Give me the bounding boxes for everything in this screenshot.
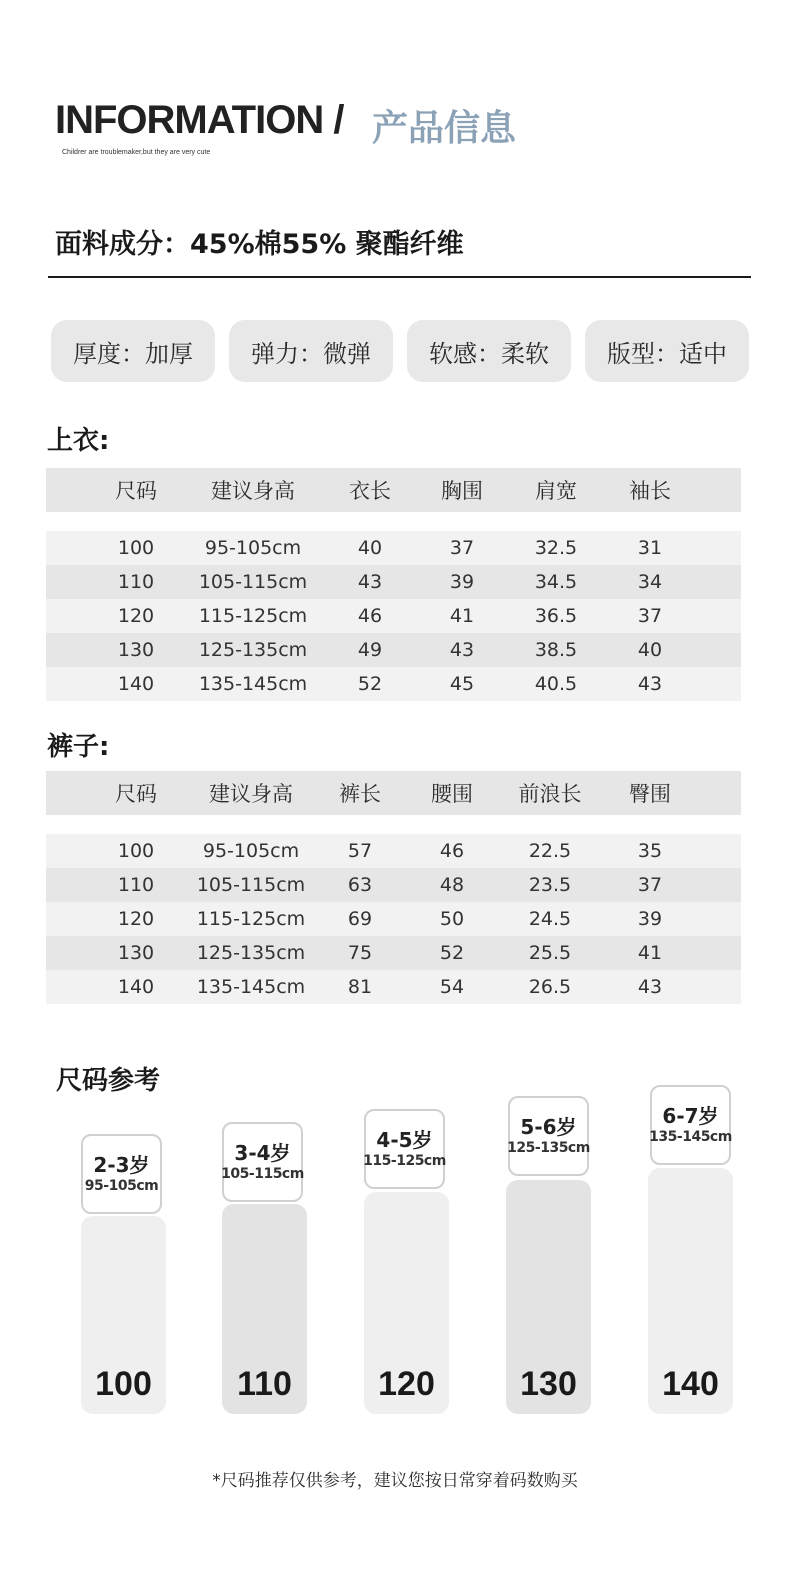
- size-bar-label: 110: [237, 1365, 292, 1403]
- attribute-thickness: 厚度：加厚: [51, 320, 215, 382]
- table-cell: 43: [637, 673, 663, 695]
- table-cell: 23.5: [528, 874, 572, 896]
- table-row: [46, 834, 741, 868]
- header-cell: 肩宽: [535, 479, 577, 503]
- size-card: [222, 1122, 303, 1202]
- size-card-age: 5-6岁: [520, 1115, 577, 1139]
- table-cell: 95-105cm: [204, 537, 302, 559]
- top-table-header: [46, 468, 741, 512]
- attribute-elasticity: 弹力：微弹: [229, 320, 393, 382]
- table-cell: 135-145cm: [196, 976, 306, 998]
- subtitle: Childrer are troublemaker,but they are very cute: [62, 149, 211, 156]
- table-cell: 43: [449, 639, 475, 661]
- size-card-age: 3-4岁: [234, 1141, 291, 1165]
- table-row: [46, 667, 741, 701]
- size-bar-120: [364, 1192, 449, 1414]
- pants-section-title: 裤子:: [47, 732, 110, 762]
- table-cell: 57: [347, 840, 373, 862]
- header-cell: 袖长: [629, 479, 671, 503]
- table-cell: 40: [637, 639, 663, 661]
- size-card-age: 2-3岁: [93, 1153, 150, 1177]
- pants-table-header: [46, 771, 741, 815]
- table-cell: 105-115cm: [196, 874, 306, 896]
- size-card: [650, 1085, 731, 1165]
- attribute-softness: 软感：柔软: [407, 320, 571, 382]
- attribute-fit: 版型：适中: [585, 320, 749, 382]
- size-card: [81, 1134, 162, 1214]
- size-card-height: 95-105cm: [84, 1178, 159, 1194]
- table-cell: 105-115cm: [198, 571, 308, 593]
- table-cell: 125-135cm: [196, 942, 306, 964]
- header-cell: 尺码: [115, 782, 157, 806]
- table-cell: 37: [637, 874, 663, 896]
- table-row: [46, 868, 741, 902]
- table-cell: 63: [347, 874, 373, 896]
- table-cell: 39: [449, 571, 475, 593]
- divider: [48, 276, 751, 278]
- table-cell: 38.5: [534, 639, 578, 661]
- table-cell: 69: [347, 908, 373, 930]
- table-cell: 34: [637, 571, 663, 593]
- size-card-height: 125-135cm: [507, 1140, 590, 1156]
- table-cell: 36.5: [534, 605, 578, 627]
- size-bar-130: [506, 1180, 591, 1414]
- table-cell: 125-135cm: [198, 639, 308, 661]
- footnote: *尺码推荐仅供参考，建议您按日常穿着码数购买: [212, 1471, 578, 1491]
- table-cell: 43: [637, 976, 663, 998]
- table-cell: 32.5: [534, 537, 578, 559]
- header-cell: 建议身高: [211, 479, 295, 503]
- table-cell: 100: [117, 537, 155, 559]
- table-cell: 48: [439, 874, 465, 896]
- header-cell: 裤长: [339, 782, 381, 806]
- title-cn: 产品信息: [372, 108, 517, 149]
- table-cell: 120: [117, 908, 155, 930]
- table-row: [46, 902, 741, 936]
- size-card: [508, 1096, 589, 1176]
- table-cell: 50: [439, 908, 465, 930]
- table-cell: 81: [347, 976, 373, 998]
- table-cell: 140: [117, 976, 155, 998]
- table-cell: 37: [449, 537, 475, 559]
- table-cell: 41: [637, 942, 663, 964]
- header-cell: 腰围: [431, 782, 473, 806]
- table-cell: 34.5: [534, 571, 578, 593]
- size-card: [364, 1109, 445, 1189]
- size-card-age: 6-7岁: [662, 1104, 719, 1128]
- fabric-composition: 面料成分：45%棉55% 聚酯纤维: [55, 229, 464, 260]
- table-row: [46, 565, 741, 599]
- table-cell: 31: [637, 537, 663, 559]
- table-cell: 110: [117, 571, 155, 593]
- table-cell: 54: [439, 976, 465, 998]
- top-section-title: 上衣:: [47, 426, 110, 456]
- table-cell: 24.5: [528, 908, 572, 930]
- table-cell: 140: [117, 673, 155, 695]
- size-card-height: 105-115cm: [221, 1166, 304, 1182]
- table-cell: 130: [117, 639, 155, 661]
- size-bar-label: 120: [378, 1365, 435, 1403]
- table-cell: 110: [117, 874, 155, 896]
- table-row: [46, 936, 741, 970]
- size-card-age: 4-5岁: [376, 1128, 433, 1152]
- table-cell: 46: [357, 605, 383, 627]
- table-cell: 52: [439, 942, 465, 964]
- table-cell: 22.5: [528, 840, 572, 862]
- table-cell: 130: [117, 942, 155, 964]
- table-cell: 120: [117, 605, 155, 627]
- size-bar-100: [81, 1216, 166, 1414]
- size-bar-110: [222, 1204, 307, 1414]
- table-cell: 40: [357, 537, 383, 559]
- table-cell: 115-125cm: [196, 908, 306, 930]
- size-reference-title: 尺码参考: [56, 1066, 161, 1096]
- size-bar-140: [648, 1168, 733, 1414]
- table-cell: 39: [637, 908, 663, 930]
- size-card-height: 135-145cm: [649, 1129, 732, 1145]
- header-cell: 建议身高: [209, 782, 293, 806]
- table-row: [46, 599, 741, 633]
- table-cell: 40.5: [534, 673, 578, 695]
- size-bar-label: 130: [520, 1365, 577, 1403]
- header-cell: 胸围: [441, 479, 483, 503]
- table-row: [46, 970, 741, 1004]
- header-cell: 前浪长: [518, 782, 582, 806]
- header-cell: 臀围: [629, 782, 671, 806]
- table-cell: 26.5: [528, 976, 572, 998]
- table-cell: 25.5: [528, 942, 572, 964]
- table-cell: 95-105cm: [202, 840, 300, 862]
- header-cell: 衣长: [349, 479, 391, 503]
- size-bar-label: 100: [95, 1365, 152, 1403]
- table-cell: 41: [449, 605, 475, 627]
- table-row: [46, 531, 741, 565]
- title-en: INFORMATION /: [55, 98, 344, 142]
- size-bar-label: 140: [662, 1365, 719, 1403]
- table-cell: 46: [439, 840, 465, 862]
- table-cell: 115-125cm: [198, 605, 308, 627]
- table-cell: 49: [357, 639, 383, 661]
- table-cell: 52: [357, 673, 383, 695]
- table-cell: 45: [449, 673, 475, 695]
- table-cell: 35: [637, 840, 663, 862]
- table-cell: 135-145cm: [198, 673, 308, 695]
- header-cell: 尺码: [115, 479, 157, 503]
- table-cell: 100: [117, 840, 155, 862]
- table-cell: 43: [357, 571, 383, 593]
- table-cell: 75: [347, 942, 373, 964]
- table-cell: 37: [637, 605, 663, 627]
- table-row: [46, 633, 741, 667]
- size-card-height: 115-125cm: [363, 1153, 446, 1169]
